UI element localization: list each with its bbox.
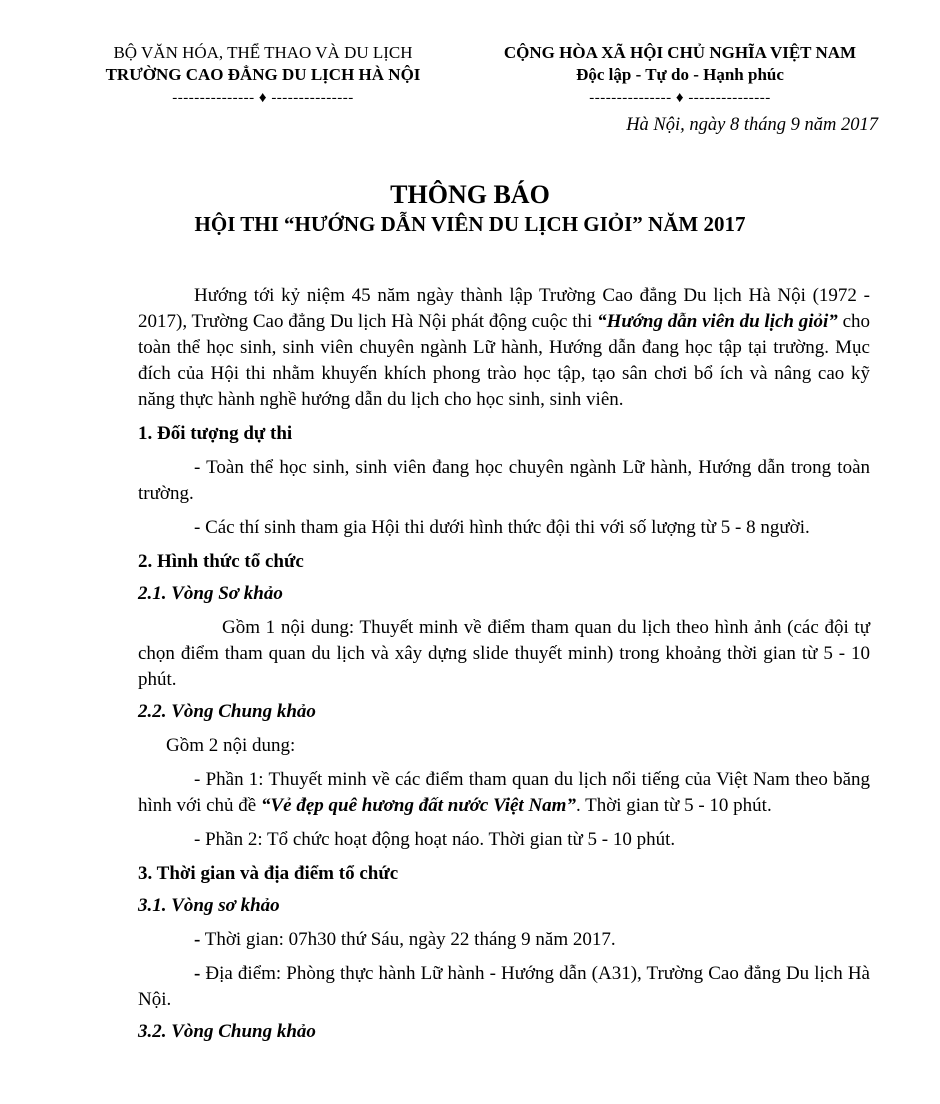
section-2-2-intro: Gồm 2 nội dung: xyxy=(166,735,296,756)
place-text: Địa điểm: Phòng thực hành Lữ hành - Hướng dẫn (A31), Trường Cao đẳng Du lịch Hà Nội. xyxy=(138,963,870,1010)
document-title: THÔNG BÁO xyxy=(390,180,550,209)
section-3-heading: 3. Thời gian và địa điểm tổ chức xyxy=(138,863,399,884)
section-2-heading: 2. Hình thức tổ chức xyxy=(138,551,304,572)
part-1-text-b: . Thời gian từ 5 - 10 phút. xyxy=(575,795,772,816)
time-text: Thời gian: 07h30 thứ Sáu, ngày 22 tháng 9 năm 2017. xyxy=(200,929,616,950)
section-3-2-heading: 3.2. Vòng Chung khảo xyxy=(138,1021,316,1042)
header-right xyxy=(470,42,890,108)
section-3-1-heading: 3.1. Vòng sơ khảo xyxy=(138,895,280,916)
document-subtitle: HỘI THI “HƯỚNG DẪN VIÊN DU LỊCH GIỎI” NĂM 2017 xyxy=(194,212,746,236)
section-2-1-text: Gồm 1 nội dung: Thuyết minh về điểm tham quan du lịch theo hình ảnh (các đội tự chọn điểm tham quan du lịch và xây dựng slide thuyết minh) trong khoảng thời gian từ 5 - 10 phút. xyxy=(138,617,870,690)
national-motto: Độc lập - Tự do - Hạnh phúc xyxy=(576,65,784,84)
header-left xyxy=(78,42,448,108)
contest-name: “Hướng dẫn viên du lịch giỏi” xyxy=(597,311,838,332)
section-1-item-1: - Toàn thể học sinh, sinh viên đang học chuyên ngành Lữ hành, Hướng dẫn trong toàn trường. xyxy=(138,457,870,504)
part-1-text-a: - Phần 1: Thuyết minh về các điểm tham quan du lịch nổi tiếng của Việt Nam theo băng hình với chủ đề xyxy=(138,769,870,816)
document-body xyxy=(138,283,870,1045)
section-2-2-heading: 2.2. Vòng Chung khảo xyxy=(138,701,316,722)
school-name: TRƯỜNG CAO ĐẲNG DU LỊCH HÀ NỘI xyxy=(105,65,421,84)
section-2-2-part-2: - Phần 2: Tổ chức hoạt động hoạt náo. Thời gian từ 5 - 10 phút. xyxy=(194,829,676,850)
intro-paragraph xyxy=(138,283,870,413)
time-dash: - xyxy=(194,929,201,950)
header-right-divider: --------------- ♦ --------------- xyxy=(589,90,771,106)
part-1-theme: “Vẻ đẹp quê hương đất nước Việt Nam” xyxy=(260,795,576,816)
title-block xyxy=(0,180,940,238)
intro-text-2: cho toàn thể học sinh, sinh viên chuyên ngành Lữ hành, Hướng dẫn đang học tập tại trường. Mục đích của Hội thi nhằm khuyến khích phong trào học tập, tạo sân chơi bổ ích và nâng cao kỹ năng thực hành nghề hướng dẫn du lịch cho học sinh, sinh viên. xyxy=(138,311,870,410)
section-1-item-2: - Các thí sinh tham gia Hội thi dưới hình thức đội thi với số lượng từ 5 - 8 người. xyxy=(194,517,810,538)
intro-text-1: Hướng tới kỷ niệm 45 năm ngày thành lập Trường Cao đẳng Du lịch Hà Nội (1972 - 2017), Trường Cao đẳng Du lịch Hà Nội phát động cuộc thi xyxy=(138,285,870,332)
country-name: CỘNG HÒA XÃ HỘI CHỦ NGHĨA VIỆT NAM xyxy=(503,43,857,62)
section-1-heading: 1. Đối tượng dự thi xyxy=(138,423,293,444)
section-2-2-part-1 xyxy=(138,767,870,819)
section-2-1-heading: 2.1. Vòng Sơ khảo xyxy=(138,583,283,604)
header-left-divider: --------------- ♦ --------------- xyxy=(172,90,354,106)
section-3-1-place xyxy=(138,961,870,1013)
place-dash: - xyxy=(194,963,201,984)
section-3-1-time xyxy=(138,927,870,953)
document-date: Hà Nội, ngày 8 tháng 9 năm 2017 xyxy=(626,115,878,135)
ministry-name: BỘ VĂN HÓA, THỂ THAO VÀ DU LỊCH xyxy=(113,43,413,62)
